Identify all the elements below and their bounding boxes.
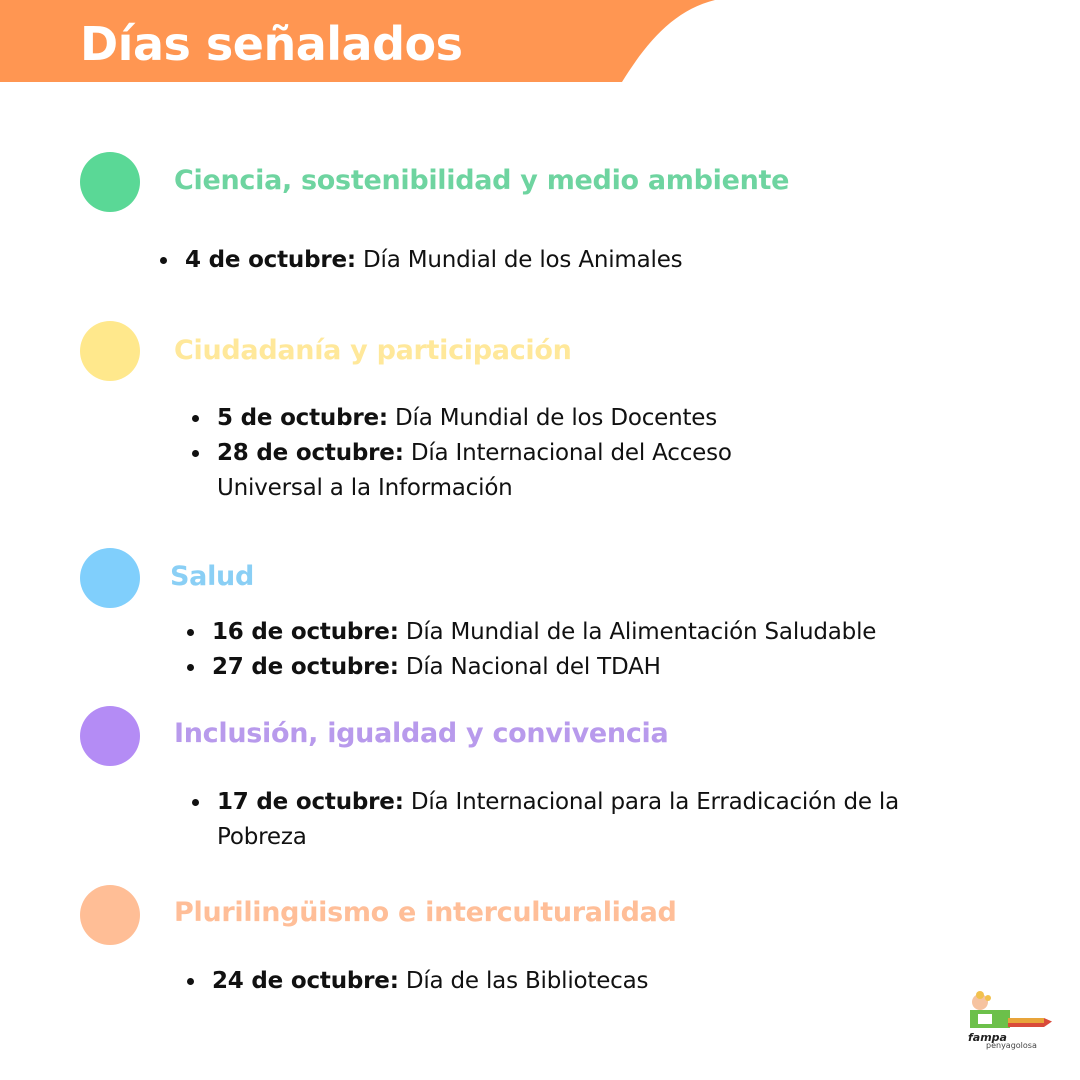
item-text: Día de las Bibliotecas bbox=[405, 968, 649, 994]
school-logo-icon bbox=[958, 990, 1058, 1052]
list-item bbox=[192, 785, 982, 855]
category-title: Inclusión, igualdad y convivencia bbox=[174, 718, 669, 749]
item-date: 5 de octubre: bbox=[217, 405, 388, 431]
category-items bbox=[187, 615, 1047, 685]
category-dot-icon bbox=[80, 321, 140, 381]
category-title: Ciencia, sostenibilidad y medio ambiente bbox=[174, 165, 790, 196]
logo-subtitle: penyagolosa bbox=[986, 1041, 1037, 1050]
category-items bbox=[160, 243, 1020, 278]
category-items bbox=[192, 785, 982, 855]
page-title: Días señalados bbox=[80, 17, 463, 71]
item-date: 28 de octubre: bbox=[217, 440, 404, 466]
category-dot-icon bbox=[80, 152, 140, 212]
category-items bbox=[192, 401, 792, 506]
item-text: Día Mundial de los Animales bbox=[363, 247, 683, 273]
category-title: Ciudadanía y participación bbox=[174, 335, 572, 366]
category-title: Plurilingüismo e interculturalidad bbox=[174, 897, 677, 928]
list-item bbox=[187, 964, 1047, 999]
item-text: Día Internacional para la Erradicación de la Pobreza bbox=[217, 789, 900, 850]
logo-brand: fampa bbox=[968, 1031, 1007, 1044]
item-text: Día Internacional del Acceso Universal a la Información bbox=[217, 440, 732, 501]
list-item bbox=[187, 650, 1047, 685]
item-text: Día Mundial de los Docentes bbox=[395, 405, 718, 431]
list-item bbox=[187, 615, 1047, 650]
list-item bbox=[192, 401, 792, 436]
category-dot-icon bbox=[80, 885, 140, 945]
list-item bbox=[160, 243, 1020, 278]
list-item bbox=[192, 436, 792, 506]
item-date: 24 de octubre: bbox=[212, 968, 399, 994]
category-dot-icon bbox=[80, 548, 140, 608]
item-date: 27 de octubre: bbox=[212, 654, 399, 680]
category-items bbox=[187, 964, 1047, 999]
item-date: 17 de octubre: bbox=[217, 789, 404, 815]
item-date: 4 de octubre: bbox=[185, 247, 356, 273]
item-text: Día Nacional del TDAH bbox=[405, 654, 661, 680]
item-text: Día Mundial de la Alimentación Saludable bbox=[405, 619, 877, 645]
category-title: Salud bbox=[170, 561, 254, 592]
item-date: 16 de octubre: bbox=[212, 619, 399, 645]
category-dot-icon bbox=[80, 706, 140, 766]
